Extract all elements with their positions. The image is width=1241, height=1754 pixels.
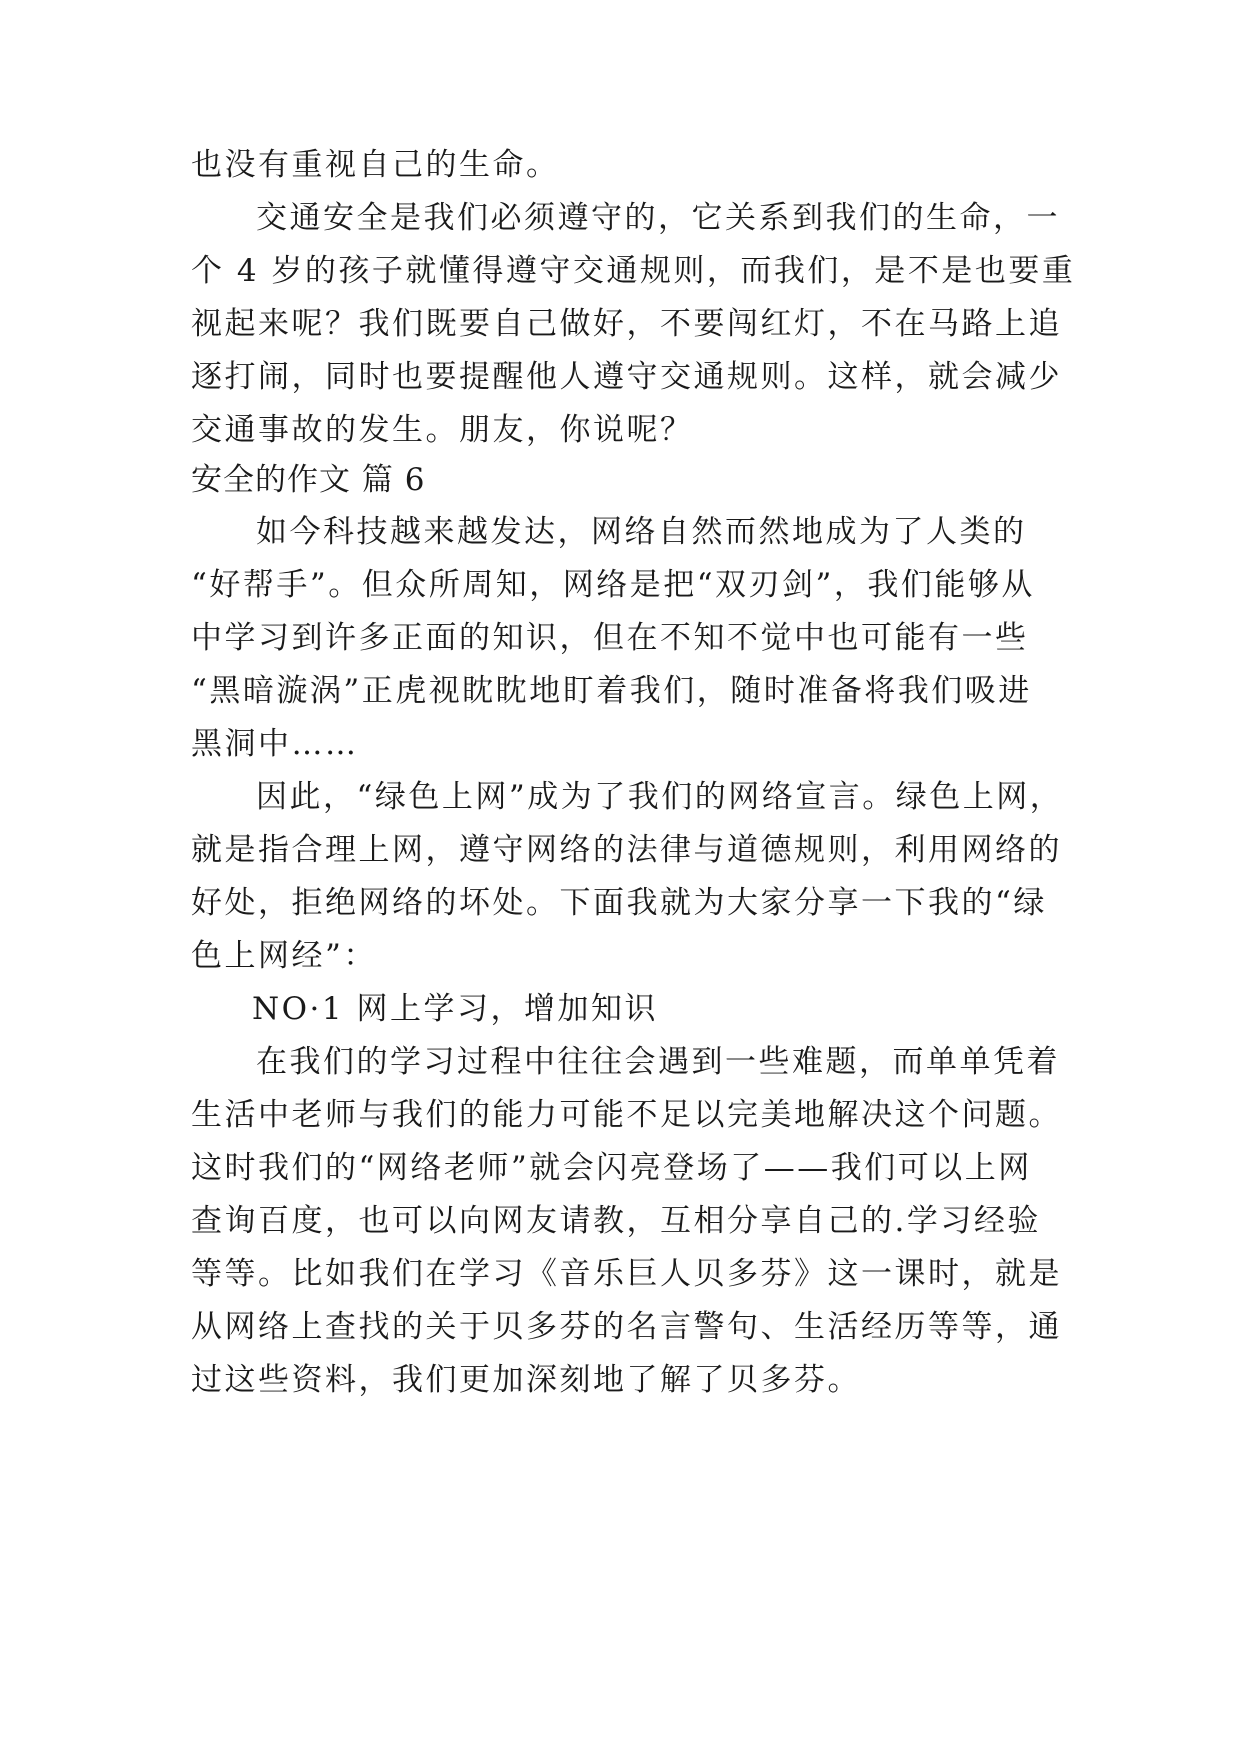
text-line: 因此，“绿色上网”成为了我们的网络宣言。绿色上网，	[256, 779, 1064, 815]
text-line: 视起来呢？我们既要自己做好，不要闯红灯，不在马路上追	[191, 306, 1062, 342]
text-line: 就是指合理上网，遵守网络的法律与道德规则，利用网络的	[191, 832, 1062, 868]
text-line: 在我们的学习过程中往往会遇到一些难题，而单单凭着	[256, 1044, 1060, 1080]
text-line: 这时我们的“网络老师”就会闪亮登场了——我们可以上网	[191, 1150, 1032, 1186]
text-line: 生活中老师与我们的能力可能不足以完美地解决这个问题。	[191, 1097, 1062, 1133]
text-line: 过这些资料，我们更加深刻地了解了贝多芬。	[191, 1362, 861, 1398]
text-line: 逐打闹，同时也要提醒他人遵守交通规则。这样，就会减少	[191, 359, 1062, 395]
text-line: 个 4 岁的孩子就懂得遵守交通规则，而我们，是不是也要重	[191, 253, 1076, 289]
text-line: 色上网经”：	[191, 938, 377, 974]
text-line: 中学习到许多正面的知识，但在不知不觉中也可能有一些	[191, 620, 1029, 656]
text-line: 交通事故的发生。朋友，你说呢？	[191, 412, 694, 448]
text-line: 也没有重视自己的生命。	[191, 147, 560, 183]
text-line: 如今科技越来越发达，网络自然而然地成为了人类的	[256, 514, 1027, 550]
text-line: 黑洞中……	[191, 726, 359, 762]
text-line: “黑暗漩涡”正虎视眈眈地盯着我们，随时准备将我们吸进	[191, 673, 1032, 709]
section-heading: 安全的作文 篇 6	[191, 462, 426, 498]
text-line: “好帮手”。但众所周知，网络是把“双刃剑”，我们能够从	[191, 567, 1035, 603]
subheading: NO·1 网上学习，增加知识	[252, 991, 658, 1027]
text-line: 交通安全是我们必须遵守的，它关系到我们的生命，一	[256, 200, 1060, 236]
text-line: 好处，拒绝网络的坏处。下面我就为大家分享一下我的“绿	[191, 885, 1047, 921]
text-line: 查询百度，也可以向网友请教，互相分享自己的.学习经验	[191, 1203, 1041, 1239]
text-line: 等等。比如我们在学习《音乐巨人贝多芬》这一课时，就是	[191, 1256, 1062, 1292]
text-line: 从网络上查找的关于贝多芬的名言警句、生活经历等等，通	[191, 1309, 1062, 1345]
